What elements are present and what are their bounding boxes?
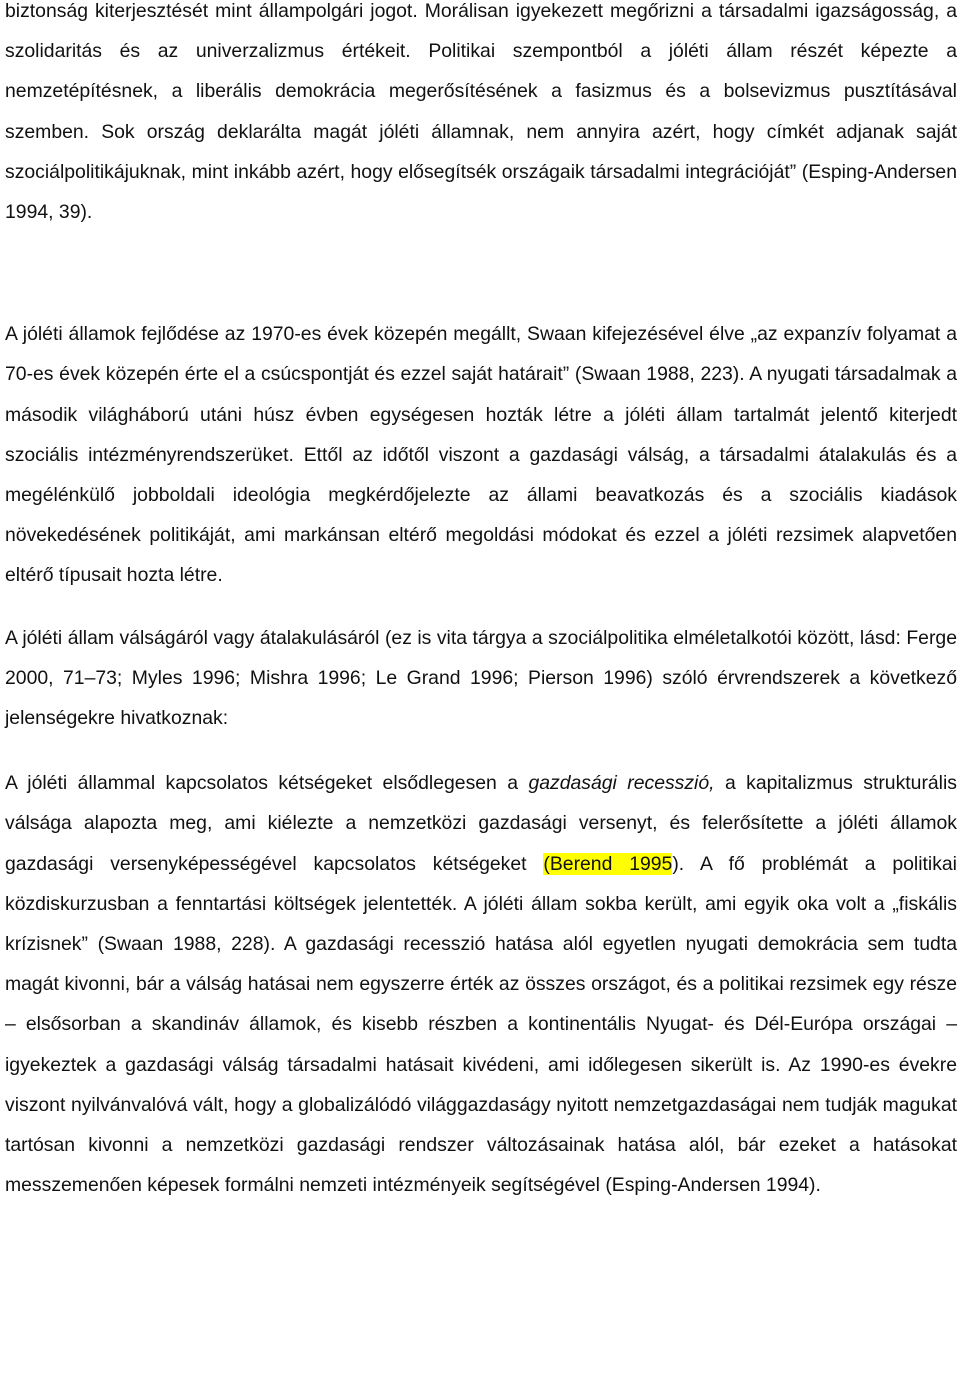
document-page [5,0,957,1205]
paragraph-4-text-start: A jóléti állammal kapcsolatos kétségeket elsődlegesen a [5,772,529,795]
paragraph-4 [5,763,957,1205]
paragraph-4-text-middle: a kapitalizmus strukturális válsága alapozta meg, ami kiélezte a nemzetközi gazdasági versenyt, és felerősítette a jóléti államok gazdasági versenyképességével kapcsolatos kétségeket [5,772,957,875]
paragraph-4-text-end: ). A fő problémát a politikai közdiskurzusban a fenntartási költségek jelentették. A jóléti állam sokba került, ami egyik oka volt a „fiskális krízisnek” (Swaan 1988, 228). A gazdasági recesszió hatása alól egyetlen nyugati demokrácia sem tudta magát kivonni, bár a válság hatásai nem egyszerre érték az összes országot, és a politikai rezsimek egy része – elsősorban a skandináv államok, és kisebb részben a kontinentális Nyugat- és Dél-Európa országai – igyekeztek a gazdasági válság társadalmi hatásait kivédeni, ami időlegesen sikerült is. Az 1990-es évekre viszont nyilvánvalóvá vált, hogy a globalizálódó világgazdaságy nyitott nemzetgazdaságai nem tudják magukat tartósan kivonni a nemzetközi gazdasági rendszer változásainak hatása alól, bár ezeket a hatásokat messzemenően képesek formálni nemzeti intézményeik segítségével (Esping-Andersen 1994). [5,852,957,1197]
paragraph-1: biztonság kiterjesztését mint állampolgári jogot. Morálisan igyekezett megőrizni a társadalmi igazságosság, a szolidaritás és az univerzalizmus értékeit. Politikai szempontból a jóléti állam részét képezte a nemzetépítésnek, a liberális demokrácia megerősítésének a fasizmus és a bolsevizmus pusztításával szemben. Sok ország deklarálta magát jóléti államnak, nem annyira azért, hogy címkét adjanak saját szociálpolitikájuknak, mint inkább azért, hogy elősegítsék országaik társadalmi integrációját” (Esping-Andersen 1994, 39). [5,0,957,224]
paragraph-3: A jóléti állam válságáról vagy átalakulásáról (ez is vita tárgya a szociálpolitika elméletalkotói között, lásd: Ferge 2000, 71–73; Myles 1996; Mishra 1996; Le Grand 1996; Pierson 1996) szóló érvrendszerek a következő jelenségekre hivatkoznak: [5,626,957,730]
highlighted-citation: (Berend 1995 [543,852,673,875]
emphasis-gazdasagi-recesszio: gazdasági recesszió, [528,772,715,795]
paragraph-2: A jóléti államok fejlődése az 1970-es évek közepén megállt, Swaan kifejezésével élve „az expanzív folyamat a 70-es évek közepén érte el a csúcspontját és ezzel saját határait” (Swaan 1988, 223). A nyugati társadalmak a második világháború utáni húsz évben egységesen hozták létre a jóléti állam tartalmát jelentő kiterjedt szociális intézményrendszerüket. Ettől az időtől viszont a gazdasági válság, a társadalmi átalakulás és a megélénkülő jobboldali ideológia megkérdőjelezte az állami beavatkozás és a szociális kiadások növekedésének politikáját, ami markánsan eltérő megoldási módokat és ezzel a jóléti rezsimek alapvetően eltérő típusait hozta létre. [5,323,957,587]
